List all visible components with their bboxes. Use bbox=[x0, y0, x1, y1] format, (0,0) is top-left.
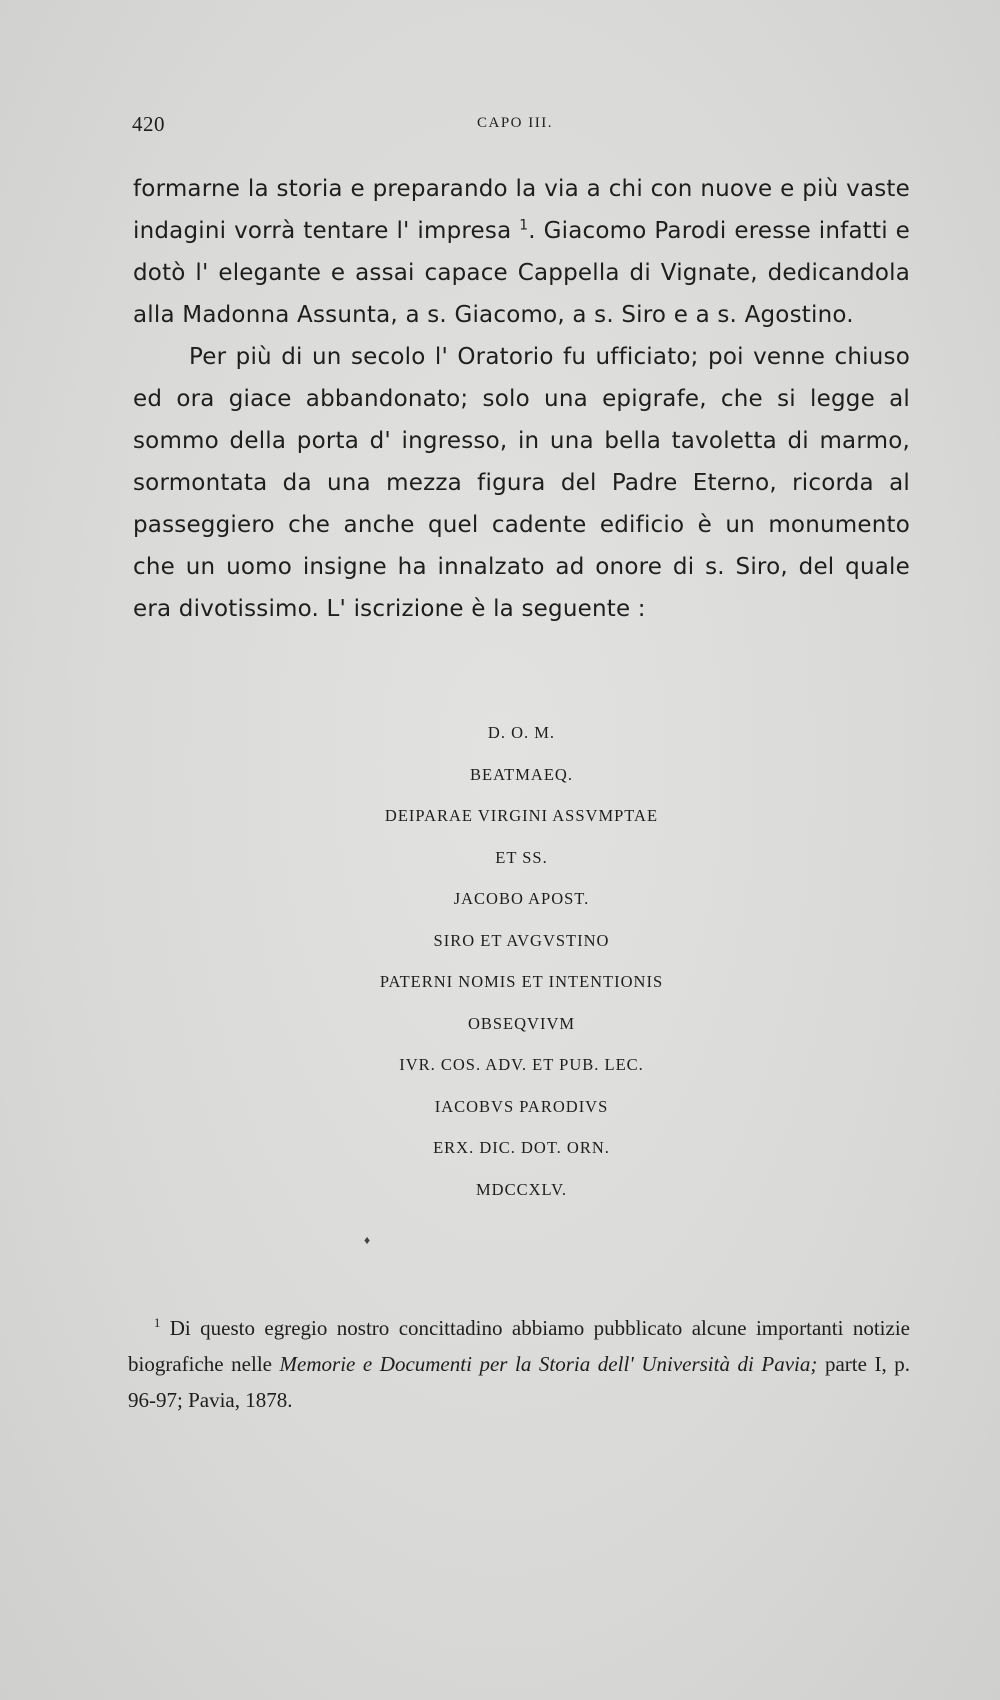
inscription-line: BEATMAEQ. bbox=[470, 764, 573, 784]
inscription-line: ERX. DIC. DOT. ORN. bbox=[433, 1138, 610, 1157]
footnote-marker: 1 bbox=[154, 1316, 161, 1330]
footnote-reference: 1 bbox=[519, 217, 529, 234]
ink-speck-ornament: ♦ bbox=[364, 1233, 371, 1247]
inscription-line: DEIPARAE VIRGINI ASSVMPTAE bbox=[384, 806, 659, 825]
running-head bbox=[132, 112, 912, 142]
chapter-heading: CAPO III. bbox=[477, 115, 553, 131]
paragraph-1 bbox=[133, 168, 910, 336]
inscription-line: IVR. COS. ADV. ET PUB. LEC. bbox=[399, 1055, 644, 1074]
footnote bbox=[128, 1310, 910, 1418]
paragraph-1-continuation: . Giacomo Parodi eresse infatti e dotò l' elegante e assai capace Cappella di Vignate, dedicandola alla Madonna Assunta, a s. Giacomo, a s. Siro e a s. Agostino. bbox=[133, 218, 911, 328]
inscription-line: JACOBO APOST. bbox=[453, 889, 590, 908]
paragraph-2: Per più di un secolo l' Oratorio fu ufficiato; poi venne chiuso ed ora giace abbandonato; solo una epigrafe, che si legge al sommo della porta d' ingresso, in una bella tavoletta di marmo, sormontata da una mezza figura del Padre Eterno, ricorda al passeggiero che anche quel cadente edificio è un monumento che un uomo insigne ha innalzato ad onore di s. Siro, del quale era divotissimo. L' iscrizione è la seguente : bbox=[133, 344, 910, 622]
inscription-line: PATERNI NOMIS ET INTENTIONIS bbox=[379, 972, 664, 991]
inscription-line: OBSEQVIVM bbox=[467, 1013, 576, 1033]
footnote-citation: parte I, p. 96-97; Pavia, 1878. bbox=[128, 1352, 911, 1412]
footnote-title: Memorie e Documenti per la Storia dell' Università di Pavia; bbox=[279, 1352, 818, 1376]
inscription-line: ET SS. bbox=[495, 847, 548, 867]
inscription-line: IACOBVS PARODIVS bbox=[434, 1096, 609, 1116]
inscription bbox=[133, 712, 910, 1210]
inscription-line: MDCCXLV. bbox=[476, 1179, 567, 1199]
body-text bbox=[133, 168, 910, 630]
footnote-text: Di questo egregio nostro concittadino abbiamo pubblicato alcune importanti notizie biografiche nelle bbox=[128, 1316, 910, 1376]
footnote-paragraph bbox=[128, 1310, 910, 1418]
inscription-line: D. O. M. bbox=[487, 723, 556, 742]
paragraph-1-text: formarne la storia e preparando la via a chi con nuove e più vaste indagini vorrà tentare l' impresa bbox=[133, 176, 910, 244]
inscription-line: SIRO ET AVGVSTINO bbox=[433, 930, 610, 950]
page-number: 420 bbox=[132, 112, 165, 136]
